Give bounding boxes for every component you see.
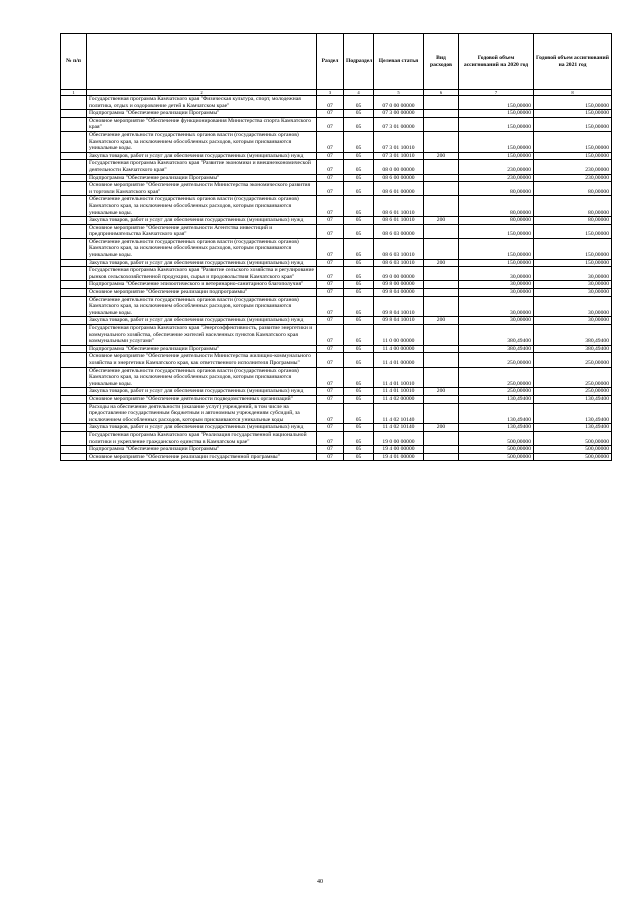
row-number-cell (61, 281, 87, 289)
expense-type-cell: 200 (424, 259, 459, 267)
section-cell: 07 (317, 403, 344, 424)
target-article-cell: 19 0 00 00000 (374, 431, 424, 445)
allocation-2021-cell: 30,00000 (534, 281, 612, 289)
expense-type-cell (424, 403, 459, 424)
allocation-2020-cell: 500,00000 (459, 446, 534, 454)
section-cell: 07 (317, 367, 344, 388)
allocation-2021-cell: 150,00000 (534, 117, 612, 131)
subsection-cell: 05 (344, 325, 374, 346)
table-row (61, 238, 612, 259)
subsection-cell: 05 (344, 281, 374, 289)
table-row (61, 424, 612, 432)
section-cell: 07 (317, 345, 344, 353)
table-header (61, 34, 612, 96)
row-number-cell (61, 267, 87, 281)
allocation-2020-cell: 380,49400 (459, 325, 534, 346)
expense-type-cell (424, 110, 459, 118)
table-row (61, 267, 612, 281)
allocation-2021-cell: 30,00000 (534, 267, 612, 281)
description-cell: Основное мероприятие "Обеспечение реализации государственной программы" (87, 453, 317, 461)
col-header-section: Раздел (317, 34, 344, 90)
target-article-cell: 07 3 01 10010 (374, 152, 424, 160)
budget-table (60, 33, 612, 461)
target-article-cell: 08 6 03 10010 (374, 238, 424, 259)
description-cell: Основное мероприятие "Обеспечение функционирования Министерства спорта Камчатского края" (87, 117, 317, 131)
allocation-2021-cell: 130,49400 (534, 403, 612, 424)
column-index: 7 (459, 90, 534, 96)
expense-type-cell (424, 453, 459, 461)
allocation-2021-cell: 30,00000 (534, 317, 612, 325)
target-article-cell: 11 4 02 10140 (374, 403, 424, 424)
description-cell: Подпрограмма "Обеспечение эпизоотического и ветеринарно-санитарного благополучия" (87, 281, 317, 289)
row-number-cell (61, 152, 87, 160)
section-cell: 07 (317, 325, 344, 346)
section-cell: 07 (317, 296, 344, 317)
column-index: 6 (424, 90, 459, 96)
subsection-cell: 05 (344, 395, 374, 403)
allocation-2021-cell: 130,49400 (534, 395, 612, 403)
subsection-cell: 05 (344, 367, 374, 388)
subsection-cell: 05 (344, 453, 374, 461)
target-article-cell: 11 4 01 00000 (374, 353, 424, 367)
description-cell: Основное мероприятие "Обеспечение деятельности Агентства инвестиций и предпринимательства Камчатского края" (87, 224, 317, 238)
subsection-cell: 05 (344, 267, 374, 281)
target-article-cell: 08 6 03 00000 (374, 224, 424, 238)
table-row (61, 345, 612, 353)
allocation-2020-cell: 250,00000 (459, 388, 534, 396)
col-header-number: № п/п (61, 34, 87, 90)
subsection-cell: 05 (344, 152, 374, 160)
expense-type-cell (424, 281, 459, 289)
section-cell: 07 (317, 424, 344, 432)
row-number-cell (61, 446, 87, 454)
table-row (61, 217, 612, 225)
expense-type-cell (424, 196, 459, 217)
allocation-2020-cell: 30,00000 (459, 317, 534, 325)
page-number: 40 (317, 879, 323, 885)
allocation-2020-cell: 30,00000 (459, 296, 534, 317)
target-article-cell: 08 6 03 10010 (374, 259, 424, 267)
allocation-2020-cell: 150,00000 (459, 259, 534, 267)
row-number-cell (61, 217, 87, 225)
description-cell: Основное мероприятие "Обеспечение деятельности подведомственных организаций" (87, 395, 317, 403)
expense-type-cell (424, 174, 459, 182)
allocation-2020-cell: 150,00000 (459, 110, 534, 118)
row-number-cell (61, 96, 87, 110)
subsection-cell: 05 (344, 117, 374, 131)
row-number-cell (61, 325, 87, 346)
target-article-cell: 07 3 01 00000 (374, 117, 424, 131)
subsection-cell: 05 (344, 160, 374, 174)
row-number-cell (61, 424, 87, 432)
section-cell: 07 (317, 182, 344, 196)
subsection-cell: 05 (344, 388, 374, 396)
expense-type-cell (424, 395, 459, 403)
table-row (61, 446, 612, 454)
target-article-cell: 11 4 02 10140 (374, 424, 424, 432)
description-cell: Государственная программа Камчатского края "Развитие сельского хозяйства и регулирование рынков сельскохозяйственной продукции, сырья и продовольствия Камчатского края" (87, 267, 317, 281)
allocation-2021-cell: 80,00000 (534, 182, 612, 196)
allocation-2021-cell: 380,49400 (534, 325, 612, 346)
row-number-cell (61, 174, 87, 182)
subsection-cell: 05 (344, 224, 374, 238)
section-cell: 07 (317, 289, 344, 297)
allocation-2021-cell: 80,00000 (534, 196, 612, 217)
expense-type-cell (424, 96, 459, 110)
target-article-cell: 11 4 00 00000 (374, 345, 424, 353)
subsection-cell: 05 (344, 96, 374, 110)
row-number-cell (61, 182, 87, 196)
allocation-2021-cell: 150,00000 (534, 152, 612, 160)
col-header-allocation-2021: Годовой объем ассигнований на 2021 год (534, 34, 612, 90)
subsection-cell: 05 (344, 431, 374, 445)
allocation-2021-cell: 150,00000 (534, 259, 612, 267)
section-cell: 07 (317, 160, 344, 174)
row-number-cell (61, 259, 87, 267)
section-cell: 07 (317, 317, 344, 325)
allocation-2020-cell: 150,00000 (459, 96, 534, 110)
target-article-cell: 19 4 01 00000 (374, 453, 424, 461)
allocation-2021-cell: 230,00000 (534, 174, 612, 182)
description-cell: Расходы на обеспечение деятельности (оказание услуг) учреждений, в том числе на предоставление государственным бюджетным и автономным учреждениям субсидий, за исключением обособленных расходов, которым присваиваются уникальные коды (87, 403, 317, 424)
col-header-subsection: Подраздел (344, 34, 374, 90)
description-cell: Обеспечение деятельности государственных органов власти (государственных органов) Камчатского края, за исключением обособленных расходов, которым присваиваются уникальные коды. (87, 238, 317, 259)
expense-type-cell (424, 296, 459, 317)
row-number-cell (61, 160, 87, 174)
allocation-2021-cell: 500,00000 (534, 453, 612, 461)
allocation-2020-cell: 130,49400 (459, 424, 534, 432)
target-article-cell: 08 0 00 00000 (374, 160, 424, 174)
allocation-2020-cell: 30,00000 (459, 289, 534, 297)
description-cell: Государственная программа Камчатского края "Физическая культура, спорт, молодежная политика, отдых и оздоровление детей в Камчатском крае" (87, 96, 317, 110)
allocation-2021-cell: 230,00000 (534, 160, 612, 174)
allocation-2020-cell: 80,00000 (459, 182, 534, 196)
row-number-cell (61, 117, 87, 131)
table-row (61, 196, 612, 217)
target-article-cell: 19 4 00 00000 (374, 446, 424, 454)
allocation-2020-cell: 80,00000 (459, 196, 534, 217)
allocation-2020-cell: 150,00000 (459, 238, 534, 259)
target-article-cell: 08 6 00 00000 (374, 174, 424, 182)
section-cell: 07 (317, 96, 344, 110)
table-body (61, 96, 612, 461)
subsection-cell: 05 (344, 289, 374, 297)
expense-type-cell (424, 353, 459, 367)
row-number-cell (61, 224, 87, 238)
column-index: 1 (61, 90, 87, 96)
subsection-cell: 05 (344, 174, 374, 182)
description-cell: Закупка товаров, работ и услуг для обеспечения государственных (муниципальных) нужд (87, 259, 317, 267)
expense-type-cell (424, 238, 459, 259)
column-index: 5 (374, 90, 424, 96)
table-row (61, 431, 612, 445)
row-number-cell (61, 453, 87, 461)
target-article-cell: 08 6 01 10010 (374, 217, 424, 225)
row-number-cell (61, 317, 87, 325)
expense-type-cell (424, 446, 459, 454)
section-cell: 07 (317, 224, 344, 238)
description-cell: Обеспечение деятельности государственных органов власти (государственных органов) Камчатского края, за исключением обособленных расходов, которым присваиваются уникальные коды. (87, 296, 317, 317)
description-cell: Подпрограмма "Обеспечение реализации Программы" (87, 110, 317, 118)
expense-type-cell: 200 (424, 424, 459, 432)
allocation-2021-cell: 250,00000 (534, 388, 612, 396)
section-cell: 07 (317, 353, 344, 367)
subsection-cell: 05 (344, 182, 374, 196)
target-article-cell: 11 0 00 00000 (374, 325, 424, 346)
row-number-cell (61, 296, 87, 317)
subsection-cell: 05 (344, 296, 374, 317)
description-cell: Государственная программа Камчатского края "Энергоэффективность, развитие энергетики и коммунального хозяйства, обеспечение жителей населенных пунктов Камчатского края коммунальными услугами" (87, 325, 317, 346)
subsection-cell: 05 (344, 196, 374, 217)
allocation-2020-cell: 130,49400 (459, 395, 534, 403)
expense-type-cell (424, 267, 459, 281)
allocation-2021-cell: 380,49400 (534, 345, 612, 353)
allocation-2021-cell: 500,00000 (534, 446, 612, 454)
subsection-cell: 05 (344, 110, 374, 118)
expense-type-cell (424, 345, 459, 353)
table-row (61, 281, 612, 289)
section-cell: 07 (317, 196, 344, 217)
description-cell: Обеспечение деятельности государственных органов власти (государственных органов) Камчатского края, за исключением обособленных расходов, которым присваиваются уникальные коды. (87, 196, 317, 217)
table-row (61, 96, 612, 110)
target-article-cell: 09 8 04 10010 (374, 296, 424, 317)
table-row (61, 152, 612, 160)
col-header-expense-type: Вид расходов (424, 34, 459, 90)
target-article-cell: 07 3 01 10010 (374, 131, 424, 152)
row-number-cell (61, 353, 87, 367)
column-index: 4 (344, 90, 374, 96)
allocation-2021-cell: 150,00000 (534, 110, 612, 118)
description-cell: Государственная программа Камчатского края "Реализация государственной национальной политики и укрепление гражданского единства в Камчатском крае" (87, 431, 317, 445)
expense-type-cell: 200 (424, 388, 459, 396)
table-row (61, 403, 612, 424)
subsection-cell: 05 (344, 317, 374, 325)
description-cell: Закупка товаров, работ и услуг для обеспечения государственных (муниципальных) нужд (87, 217, 317, 225)
subsection-cell: 05 (344, 424, 374, 432)
target-article-cell: 09 8 00 00000 (374, 281, 424, 289)
table-row (61, 453, 612, 461)
table-row (61, 110, 612, 118)
table-row (61, 259, 612, 267)
target-article-cell: 11 4 01 10010 (374, 367, 424, 388)
expense-type-cell (424, 131, 459, 152)
allocation-2020-cell: 150,00000 (459, 224, 534, 238)
description-cell: Подпрограмма "Обеспечение реализации Программы" (87, 345, 317, 353)
column-index: 8 (534, 90, 612, 96)
description-cell: Обеспечение деятельности государственных органов власти (государственных органов) Камчатского края, за исключением обособленных расходов, которым присваиваются уникальные коды. (87, 367, 317, 388)
section-cell: 07 (317, 117, 344, 131)
allocation-2020-cell: 30,00000 (459, 281, 534, 289)
table-row (61, 182, 612, 196)
table-row (61, 296, 612, 317)
target-article-cell: 07 3 00 00000 (374, 110, 424, 118)
target-article-cell: 09 0 00 00000 (374, 267, 424, 281)
row-number-cell (61, 289, 87, 297)
subsection-cell: 05 (344, 446, 374, 454)
row-number-cell (61, 395, 87, 403)
allocation-2020-cell: 150,00000 (459, 152, 534, 160)
allocation-2021-cell: 250,00000 (534, 353, 612, 367)
table-row (61, 117, 612, 131)
row-number-cell (61, 196, 87, 217)
allocation-2020-cell: 30,00000 (459, 267, 534, 281)
row-number-cell (61, 238, 87, 259)
allocation-2020-cell: 80,00000 (459, 217, 534, 225)
allocation-2021-cell: 250,00000 (534, 367, 612, 388)
target-article-cell: 11 4 02 00000 (374, 395, 424, 403)
table-row (61, 388, 612, 396)
allocation-2020-cell: 230,00000 (459, 160, 534, 174)
column-index: 2 (87, 90, 317, 96)
section-cell: 07 (317, 131, 344, 152)
section-cell: 07 (317, 217, 344, 225)
table-row (61, 174, 612, 182)
table-row (61, 131, 612, 152)
allocation-2020-cell: 500,00000 (459, 453, 534, 461)
allocation-2021-cell: 130,49400 (534, 424, 612, 432)
section-cell: 07 (317, 446, 344, 454)
description-cell: Закупка товаров, работ и услуг для обеспечения государственных (муниципальных) нужд (87, 152, 317, 160)
allocation-2020-cell: 380,49400 (459, 345, 534, 353)
row-number-cell (61, 367, 87, 388)
allocation-2020-cell: 130,49400 (459, 403, 534, 424)
section-cell: 07 (317, 453, 344, 461)
row-number-cell (61, 131, 87, 152)
section-cell: 07 (317, 259, 344, 267)
section-cell: 07 (317, 110, 344, 118)
allocation-2021-cell: 30,00000 (534, 296, 612, 317)
section-cell: 07 (317, 267, 344, 281)
description-cell: Подпрограмма "Обеспечение реализации Программы" (87, 446, 317, 454)
row-number-cell (61, 403, 87, 424)
description-cell: Подпрограмма "Обеспечение реализации Программы" (87, 174, 317, 182)
table-row (61, 325, 612, 346)
section-cell: 07 (317, 431, 344, 445)
expense-type-cell (424, 117, 459, 131)
allocation-2021-cell: 150,00000 (534, 238, 612, 259)
allocation-2021-cell: 500,00000 (534, 431, 612, 445)
description-cell: Основное мероприятие "Обеспечение деятельности Министерства экономического развития и торговли Камчатского края" (87, 182, 317, 196)
allocation-2021-cell: 30,00000 (534, 289, 612, 297)
subsection-cell: 05 (344, 131, 374, 152)
section-cell: 07 (317, 281, 344, 289)
table-row (61, 317, 612, 325)
subsection-cell: 05 (344, 238, 374, 259)
expense-type-cell (424, 224, 459, 238)
section-cell: 07 (317, 152, 344, 160)
subsection-cell: 05 (344, 403, 374, 424)
col-header-description (87, 34, 317, 90)
section-cell: 07 (317, 238, 344, 259)
target-article-cell: 07 0 00 00000 (374, 96, 424, 110)
expense-type-cell: 200 (424, 317, 459, 325)
table-row (61, 160, 612, 174)
section-cell: 07 (317, 174, 344, 182)
row-number-cell (61, 388, 87, 396)
description-cell: Закупка товаров, работ и услуг для обеспечения государственных (муниципальных) нужд (87, 388, 317, 396)
section-cell: 07 (317, 388, 344, 396)
subsection-cell: 05 (344, 345, 374, 353)
expense-type-cell (424, 367, 459, 388)
allocation-2020-cell: 150,00000 (459, 131, 534, 152)
expense-type-cell (424, 160, 459, 174)
table-row (61, 367, 612, 388)
section-cell: 07 (317, 395, 344, 403)
subsection-cell: 05 (344, 259, 374, 267)
target-article-cell: 09 8 04 10010 (374, 317, 424, 325)
table-row (61, 289, 612, 297)
description-cell: Обеспечение деятельности государственных органов власти (государственных органов) Камчатского края, за исключением обособленных расходов, которым присваиваются уникальные коды. (87, 131, 317, 152)
description-cell: Закупка товаров, работ и услуг для обеспечения государственных (муниципальных) нужд (87, 424, 317, 432)
allocation-2021-cell: 150,00000 (534, 96, 612, 110)
table-row (61, 353, 612, 367)
expense-type-cell (424, 182, 459, 196)
expense-type-cell (424, 325, 459, 346)
allocation-2020-cell: 250,00000 (459, 353, 534, 367)
subsection-cell: 05 (344, 217, 374, 225)
row-number-cell (61, 110, 87, 118)
expense-type-cell (424, 289, 459, 297)
table-row (61, 224, 612, 238)
description-cell: Закупка товаров, работ и услуг для обеспечения государственных (муниципальных) нужд (87, 317, 317, 325)
target-article-cell: 09 8 04 00000 (374, 289, 424, 297)
col-header-target-article: Целевая статья (374, 34, 424, 90)
allocation-2020-cell: 230,00000 (459, 174, 534, 182)
allocation-2021-cell: 150,00000 (534, 224, 612, 238)
allocation-2021-cell: 80,00000 (534, 217, 612, 225)
allocation-2020-cell: 150,00000 (459, 117, 534, 131)
expense-type-cell: 200 (424, 217, 459, 225)
description-cell: Основное мероприятие "Обеспечение деятельности Министерства жилищно-коммунального хозяйства и энергетики Камчатского края, как ответственного исполнителя Программы" (87, 353, 317, 367)
row-number-cell (61, 431, 87, 445)
description-cell: Основное мероприятие "Обеспечение реализации подпрограммы" (87, 289, 317, 297)
table-row (61, 395, 612, 403)
target-article-cell: 11 4 01 10010 (374, 388, 424, 396)
description-cell: Государственная программа Камчатского края "Развитие экономики и внешнеэкономической деятельности Камчатского края" (87, 160, 317, 174)
column-index: 3 (317, 90, 344, 96)
allocation-2021-cell: 150,00000 (534, 131, 612, 152)
target-article-cell: 08 6 01 00000 (374, 182, 424, 196)
allocation-2020-cell: 500,00000 (459, 431, 534, 445)
expense-type-cell (424, 431, 459, 445)
row-number-cell (61, 345, 87, 353)
subsection-cell: 05 (344, 353, 374, 367)
col-header-allocation-2020: Годовой объем ассигнований на 2020 год (459, 34, 534, 90)
allocation-2020-cell: 250,00000 (459, 367, 534, 388)
expense-type-cell: 200 (424, 152, 459, 160)
target-article-cell: 08 6 01 10010 (374, 196, 424, 217)
